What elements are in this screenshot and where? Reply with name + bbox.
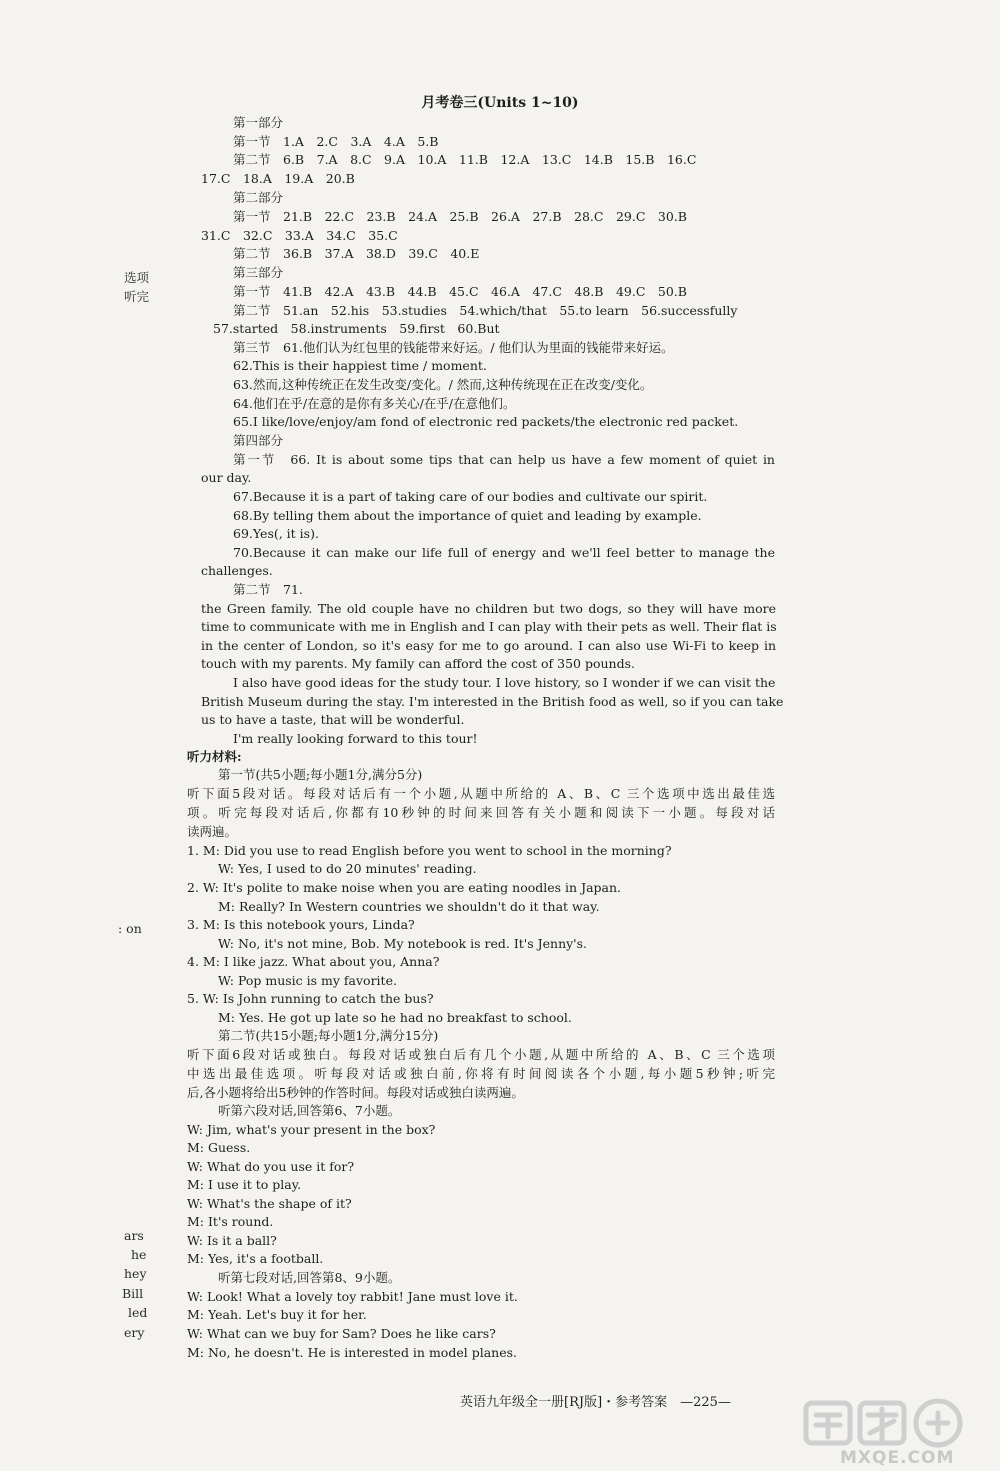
dialogue-line: M: Yes, it's a football.: [187, 1251, 324, 1266]
instruction-line: 后,各小题将给出5秒钟的作答时间。每段对话或独白读两遍。: [187, 1085, 524, 1100]
answer-line: 第二节 36.B 37.A 38.D 39.C 40.E: [233, 246, 480, 261]
answer-line: 第一节 66. It is about some tips that can help us have a few moment of quiet in: [233, 452, 775, 467]
margin-fragment: 听完: [124, 289, 150, 304]
part-heading: 第四部分: [233, 433, 284, 448]
answer-line: 62.This is their happiest time / moment.: [233, 358, 487, 373]
margin-fragment: : on: [118, 921, 142, 936]
instruction-line: 听下面6段对话或独白。每段对话或独白后有几个小题,从题中所给的 A、B、C 三个选项: [187, 1047, 775, 1062]
answer-line: 69.Yes(, it is).: [233, 526, 319, 541]
answer-line: challenges.: [201, 563, 273, 578]
answer-line: 67.Because it is a part of taking care of our bodies and cultivate our spirit.: [233, 489, 708, 504]
essay-line: I also have good ideas for the study tour. I love history, so I wonder if we can visit the: [233, 675, 776, 690]
answer-line: 65.I like/love/enjoy/am fond of electronic red packets/the electronic red packet.: [233, 414, 739, 429]
instruction-line: 项。听完每段对话后,你都有10秒钟的时间来回答有关小题和阅读下一小题。每段对话: [187, 805, 775, 820]
essay-line: I'm really looking forward to this tour!: [233, 731, 478, 746]
margin-fragment: ery: [124, 1325, 145, 1340]
dialogue-line: W: What's the shape of it?: [187, 1196, 352, 1211]
essay-line: in the center of London, so it's easy for me to go around. I can also use Wi-Fi to keep in: [201, 638, 776, 653]
margin-fragment: Bill: [122, 1286, 144, 1301]
margin-fragment: ars: [124, 1228, 144, 1243]
instruction-line: 听第七段对话,回答第8、9小题。: [218, 1270, 401, 1285]
answer-line: 第一节 21.B 22.C 23.B 24.A 25.B 26.A 27.B 28.C 29.C 30.B: [233, 209, 687, 224]
margin-fragment: led: [128, 1305, 148, 1320]
dialogue-line: M: No, he doesn't. He is interested in model planes.: [187, 1345, 517, 1360]
instruction-line: 听下面5段对话。每段对话后有一个小题,从题中所给的 A、B、C 三个选项中选出最佳选: [187, 786, 775, 801]
margin-fragment: he: [131, 1247, 147, 1262]
answer-line: 第二节 71.: [233, 582, 303, 597]
dialogue-line: W: Look! What a lovely toy rabbit! Jane must love it.: [187, 1289, 518, 1304]
answer-line: 第二节 6.B 7.A 8.C 9.A 10.A 11.B 12.A 13.C 14.B 15.B 16.C: [233, 152, 697, 167]
answer-line: 第三节 61.他们认为红包里的钱能带来好运。/ 他们认为里面的钱能带来好运。: [233, 340, 674, 355]
dialogue-line: W: Is it a ball?: [187, 1233, 277, 1248]
essay-line: the Green family. The old couple have no children but two dogs, so they will have more: [201, 601, 776, 616]
dialogue-line: M: Really? In Western countries we shouldn't do it that way.: [218, 899, 600, 914]
section-heading: 第二节(共15小题;每小题1分,满分15分): [218, 1028, 439, 1043]
answer-line: 70.Because it can make our life full of energy and we'll feel better to manage the: [233, 545, 775, 560]
part-heading: 第二部分: [233, 190, 284, 205]
section-heading: 第一节(共5小题;每小题1分,满分5分): [218, 767, 423, 782]
answer-line: 64.他们在乎/在意的是你有多关心/在乎/在意他们。: [233, 396, 516, 411]
instruction-line: 中选出最佳选项。听每段对话或独白前,你将有时间阅读各个小题,每小题5秒钟;听完: [187, 1066, 775, 1081]
essay-line: touch with my parents. My family can afford the cost of 350 pounds.: [201, 656, 635, 671]
part-heading: 第三部分: [233, 265, 284, 280]
dialogue-line: M: It's round.: [187, 1214, 274, 1229]
dialogue-line: M: Yeah. Let's buy it for her.: [187, 1307, 367, 1322]
dialogue-line: W: Pop music is my favorite.: [218, 973, 397, 988]
page-footer: 英语九年级全一册[RJ版]・参考答案 —225—: [460, 1395, 731, 1410]
dialogue-line: W: Jim, what's your present in the box?: [187, 1122, 436, 1137]
dialogue-line: M: Guess.: [187, 1140, 251, 1155]
answer-line: 68.By telling them about the importance of quiet and leading by example.: [233, 508, 702, 523]
dialogue-line: M: I use it to play.: [187, 1177, 302, 1192]
part-heading: 第一部分: [233, 115, 284, 130]
answer-line: 17.C 18.A 19.A 20.B: [201, 171, 355, 186]
answer-line: our day.: [201, 470, 252, 485]
dialogue-line: M: Yes. He got up late so he had no breakfast to school.: [218, 1010, 572, 1025]
listening-heading: 听力材料:: [187, 749, 242, 764]
dialogue-line: 5. W: Is John running to catch the bus?: [187, 991, 434, 1006]
essay-line: British Museum during the stay. I'm interested in the British food as well, so if you can take: [201, 694, 784, 709]
dialogue-line: W: No, it's not mine, Bob. My notebook is red. It's Jenny's.: [218, 936, 588, 951]
answer-line: 57.started 58.instruments 59.first 60.But: [213, 321, 500, 336]
dialogue-line: 3. M: Is this notebook yours, Linda?: [187, 917, 415, 932]
dialogue-line: 4. M: I like jazz. What about you, Anna?: [187, 954, 440, 969]
instruction-line: 读两遍。: [187, 824, 238, 839]
margin-fragment: hey: [124, 1266, 147, 1281]
essay-line: time to communicate with me in English and I can play with their pets as well. Their flat is: [201, 619, 777, 634]
answer-line: 31.C 32.C 33.A 34.C 35.C: [201, 228, 398, 243]
answer-line: 第一节 41.B 42.A 43.B 44.B 45.C 46.A 47.C 48.B 49.C 50.B: [233, 284, 687, 299]
page-title: 月考卷三(Units 1~10): [421, 95, 579, 111]
dialogue-line: 2. W: It's polite to make noise when you are eating noodles in Japan.: [187, 880, 622, 895]
dialogue-line: 1. M: Did you use to read English before you went to school in the morning?: [187, 843, 672, 858]
margin-fragment: 选项: [124, 270, 150, 285]
dialogue-line: W: What do you use it for?: [187, 1159, 355, 1174]
answer-line: 第一节 1.A 2.C 3.A 4.A 5.B: [233, 134, 439, 149]
instruction-line: 听第六段对话,回答第6、7小题。: [218, 1103, 401, 1118]
answer-line: 第二节 51.an 52.his 53.studies 54.which/that 55.to learn 56.successfully: [233, 303, 738, 318]
essay-line: us to have a taste, that will be wonderful.: [201, 712, 465, 727]
watermark-text: MXQE.COM: [840, 1448, 955, 1468]
answer-line: 63.然而,这种传统正在发生改变/变化。/ 然而,这种传统现在正在改变/变化。: [233, 377, 653, 392]
dialogue-line: W: Yes, I used to do 20 minutes' reading.: [218, 861, 477, 876]
dialogue-line: W: What can we buy for Sam? Does he like cars?: [187, 1326, 496, 1341]
